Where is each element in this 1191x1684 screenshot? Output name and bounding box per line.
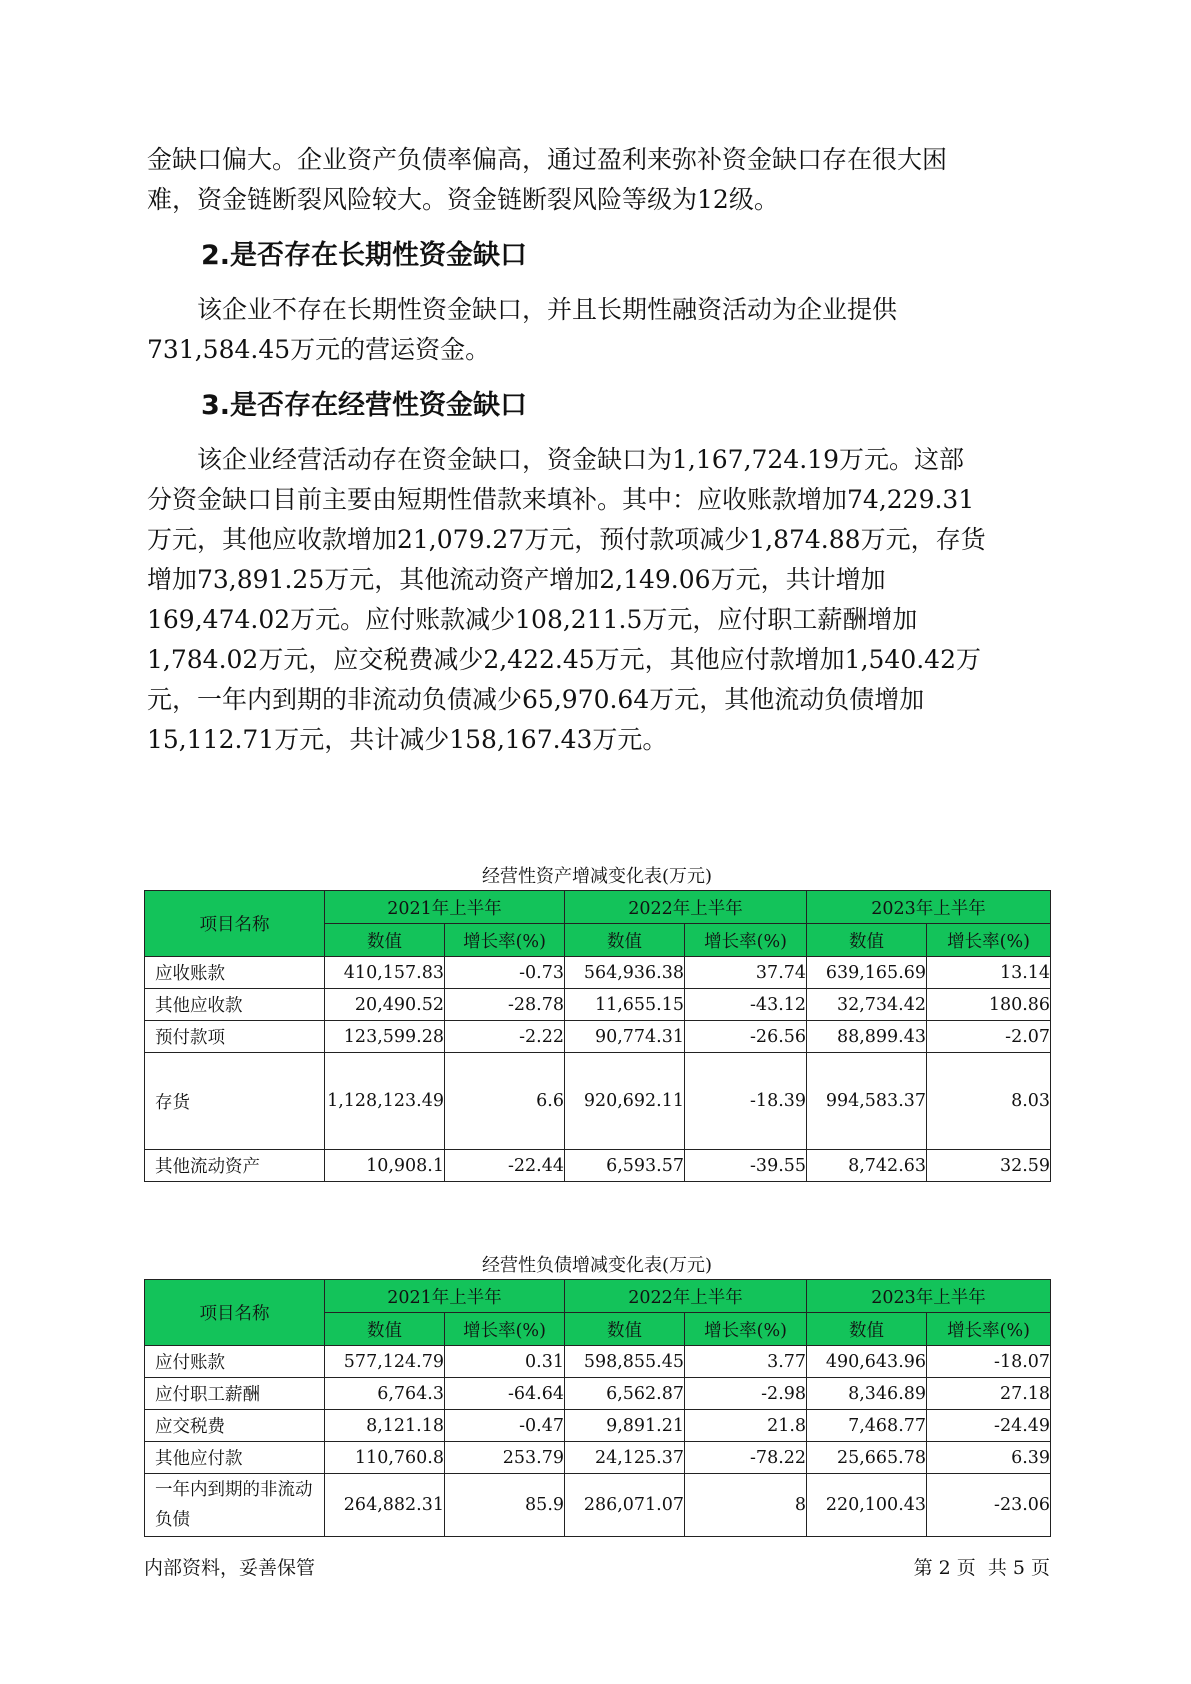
cell-rate: 85.9 <box>445 1474 565 1537</box>
table-row <box>145 1474 1051 1537</box>
cell-value: 6,593.57 <box>565 1150 685 1182</box>
paragraph-line: 该企业经营活动存在资金缺口，资金缺口为1,167,724.19万元。这部 <box>197 445 964 474</box>
cell-value: 410,157.83 <box>325 957 445 989</box>
cell-value: 564,936.38 <box>565 957 685 989</box>
cell-rate: 32.59 <box>927 1150 1051 1182</box>
cell-rate: -0.47 <box>445 1410 565 1442</box>
header-item-name: 项目名称 <box>145 1280 325 1346</box>
cell-value: 11,655.15 <box>565 989 685 1021</box>
header-rate: 增长率(%) <box>927 1313 1051 1346</box>
paragraph-line: 万元，其他应收款增加21,079.27万元，预付款项减少1,874.88万元，存货 <box>147 525 986 554</box>
row-name: 其他应收款 <box>145 989 325 1021</box>
table-row <box>145 1021 1051 1053</box>
cell-rate: -23.06 <box>927 1474 1051 1537</box>
operating-assets-table <box>144 890 1051 1182</box>
cell-value: 8,121.18 <box>325 1410 445 1442</box>
cell-value: 6,562.87 <box>565 1378 685 1410</box>
cell-value: 264,882.31 <box>325 1474 445 1537</box>
table-row <box>145 1410 1051 1442</box>
section-heading-3: 3.是否存在经营性资金缺口 <box>201 390 528 421</box>
cell-value: 20,490.52 <box>325 989 445 1021</box>
header-period: 2022年上半年 <box>565 1280 807 1313</box>
row-name: 其他流动资产 <box>145 1150 325 1182</box>
cell-rate: 37.74 <box>685 957 807 989</box>
cell-rate: -39.55 <box>685 1150 807 1182</box>
cell-rate: -78.22 <box>685 1442 807 1474</box>
cell-rate: -2.07 <box>927 1021 1051 1053</box>
cell-rate: -2.98 <box>685 1378 807 1410</box>
cell-value: 639,165.69 <box>807 957 927 989</box>
paragraph-1 <box>147 140 1047 220</box>
cell-value: 6,764.3 <box>325 1378 445 1410</box>
cell-rate: 0.31 <box>445 1346 565 1378</box>
paragraph-line: 分资金缺口目前主要由短期性借款来填补。其中：应收账款增加74,229.31 <box>147 485 975 514</box>
footer-confidential-note: 内部资料，妥善保管 <box>144 1557 316 1579</box>
cell-rate: 13.14 <box>927 957 1051 989</box>
paragraph-line: 增加73,891.25万元，其他流动资产增加2,149.06万元，共计增加 <box>147 565 886 594</box>
cell-value: 90,774.31 <box>565 1021 685 1053</box>
row-name: 应付职工薪酬 <box>145 1378 325 1410</box>
header-value: 数值 <box>565 1313 685 1346</box>
table-1-caption: 经营性资产增减变化表(万元) <box>481 866 713 887</box>
paragraph-line: 元，一年内到期的非流动负债减少65,970.64万元，其他流动负债增加 <box>147 685 925 714</box>
footer-page-number: 第 2 页 共 5 页 <box>913 1557 1050 1579</box>
cell-rate: -26.56 <box>685 1021 807 1053</box>
paragraph-3 <box>147 440 1047 760</box>
table-row <box>145 1378 1051 1410</box>
cell-value: 1,128,123.49 <box>325 1053 445 1150</box>
cell-rate: 27.18 <box>927 1378 1051 1410</box>
cell-rate: 6.6 <box>445 1053 565 1150</box>
cell-rate: -64.64 <box>445 1378 565 1410</box>
table-row <box>145 1346 1051 1378</box>
cell-rate: 253.79 <box>445 1442 565 1474</box>
cell-value: 88,899.43 <box>807 1021 927 1053</box>
cell-value: 24,125.37 <box>565 1442 685 1474</box>
header-period: 2021年上半年 <box>325 1280 565 1313</box>
table-row <box>145 1442 1051 1474</box>
row-name: 其他应付款 <box>145 1442 325 1474</box>
table-2-caption: 经营性负债增减变化表(万元) <box>481 1255 713 1276</box>
cell-value: 10,908.1 <box>325 1150 445 1182</box>
header-period: 2023年上半年 <box>807 891 1051 924</box>
cell-rate: -18.07 <box>927 1346 1051 1378</box>
header-rate: 增长率(%) <box>685 1313 807 1346</box>
paragraph-line: 该企业不存在长期性资金缺口，并且长期性融资活动为企业提供 <box>197 295 898 324</box>
paragraph-line: 731,584.45万元的营运资金。 <box>147 335 491 364</box>
cell-value: 32,734.42 <box>807 989 927 1021</box>
header-value: 数值 <box>325 924 445 957</box>
cell-rate: 21.8 <box>685 1410 807 1442</box>
paragraph-line: 15,112.71万元，共计减少158,167.43万元。 <box>147 725 668 754</box>
cell-rate: -24.49 <box>927 1410 1051 1442</box>
paragraph-line: 难，资金链断裂风险较大。资金链断裂风险等级为12级。 <box>147 185 779 214</box>
cell-value: 920,692.11 <box>565 1053 685 1150</box>
table-row <box>145 957 1051 989</box>
paragraph-2 <box>147 290 1047 370</box>
cell-rate: -2.22 <box>445 1021 565 1053</box>
row-name: 预付款项 <box>145 1021 325 1053</box>
cell-value: 8,742.63 <box>807 1150 927 1182</box>
header-period: 2022年上半年 <box>565 891 807 924</box>
paragraph-line: 1,784.02万元，应交税费减少2,422.45万元，其他应付款增加1,540.42万 <box>147 645 981 674</box>
header-value: 数值 <box>807 924 927 957</box>
row-name: 一年内到期的非流动负债 <box>145 1474 325 1537</box>
section-heading-2: 2.是否存在长期性资金缺口 <box>201 240 528 271</box>
cell-rate: 8 <box>685 1474 807 1537</box>
cell-value: 490,643.96 <box>807 1346 927 1378</box>
table-row <box>145 989 1051 1021</box>
cell-value: 110,760.8 <box>325 1442 445 1474</box>
row-name: 存货 <box>145 1053 325 1150</box>
cell-rate: -28.78 <box>445 989 565 1021</box>
cell-value: 8,346.89 <box>807 1378 927 1410</box>
operating-liabilities-table <box>144 1279 1051 1537</box>
row-name: 应交税费 <box>145 1410 325 1442</box>
cell-value: 123,599.28 <box>325 1021 445 1053</box>
cell-rate: -22.44 <box>445 1150 565 1182</box>
row-name: 应付账款 <box>145 1346 325 1378</box>
cell-value: 598,855.45 <box>565 1346 685 1378</box>
header-rate: 增长率(%) <box>685 924 807 957</box>
paragraph-line: 169,474.02万元。应付账款减少108,211.5万元，应付职工薪酬增加 <box>147 605 918 634</box>
cell-rate: 180.86 <box>927 989 1051 1021</box>
paragraph-line: 金缺口偏大。企业资产负债率偏高，通过盈利来弥补资金缺口存在很大困 <box>147 145 948 174</box>
header-period: 2023年上半年 <box>807 1280 1051 1313</box>
table-row <box>145 1053 1051 1150</box>
cell-value: 25,665.78 <box>807 1442 927 1474</box>
header-value: 数值 <box>565 924 685 957</box>
header-rate: 增长率(%) <box>445 1313 565 1346</box>
cell-rate: -18.39 <box>685 1053 807 1150</box>
header-item-name: 项目名称 <box>145 891 325 957</box>
cell-value: 994,583.37 <box>807 1053 927 1150</box>
cell-value: 9,891.21 <box>565 1410 685 1442</box>
cell-rate: -43.12 <box>685 989 807 1021</box>
cell-rate: 6.39 <box>927 1442 1051 1474</box>
cell-value: 220,100.43 <box>807 1474 927 1537</box>
header-value: 数值 <box>807 1313 927 1346</box>
header-rate: 增长率(%) <box>927 924 1051 957</box>
header-rate: 增长率(%) <box>445 924 565 957</box>
table-row <box>145 1150 1051 1182</box>
cell-rate: -0.73 <box>445 957 565 989</box>
cell-value: 7,468.77 <box>807 1410 927 1442</box>
header-period: 2021年上半年 <box>325 891 565 924</box>
header-value: 数值 <box>325 1313 445 1346</box>
cell-rate: 8.03 <box>927 1053 1051 1150</box>
cell-value: 286,071.07 <box>565 1474 685 1537</box>
cell-value: 577,124.79 <box>325 1346 445 1378</box>
cell-rate: 3.77 <box>685 1346 807 1378</box>
row-name: 应收账款 <box>145 957 325 989</box>
